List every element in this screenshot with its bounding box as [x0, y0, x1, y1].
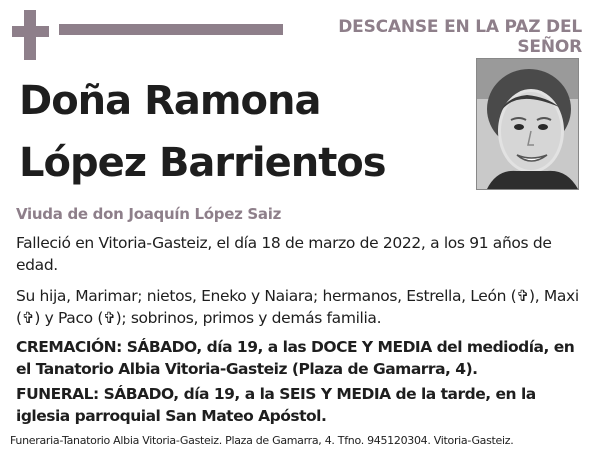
deceased-name-line1: Doña Ramona [19, 78, 321, 124]
cross-icon [12, 10, 49, 60]
family-text: Su hija, Marimar; nietos, Eneko y Naiara; hermanos, Estrella, León (✞), Maxi (✞) y Paco (✞); sobrinos, primos y demás familia. [16, 287, 579, 327]
funeral-text: FUNERAL: SÁBADO, día 19, a la SEIS Y MEDIA de la tarde, en la iglesia parroquial San Mateo Apóstol. [16, 385, 536, 425]
death-notice-text: Falleció en Vitoria-Gasteiz, el día 18 de marzo de 2022, a los 91 años de edad. [16, 234, 552, 274]
header-rule [59, 24, 283, 35]
subtitle-widow-of: Viuda de don Joaquín López Saiz [16, 205, 282, 223]
portrait-photo [476, 58, 579, 190]
deceased-name-line2: López Barrientos [19, 140, 386, 186]
banner-title: DESCANSE EN LA PAZ DEL SEÑOR [338, 17, 582, 57]
cremation-text: CREMACIÓN: SÁBADO, día 19, a las DOCE Y MEDIA del mediodía, en el Tanatorio Albia Vitoria-Gasteiz (Plaza de Gamarra, 4). [16, 338, 575, 378]
footer-funeral-home: Funeraria-Tanatorio Albia Vitoria-Gasteiz. Plaza de Gamarra, 4. Tfno. 945120304. Vitoria-Gasteiz. [10, 434, 514, 447]
